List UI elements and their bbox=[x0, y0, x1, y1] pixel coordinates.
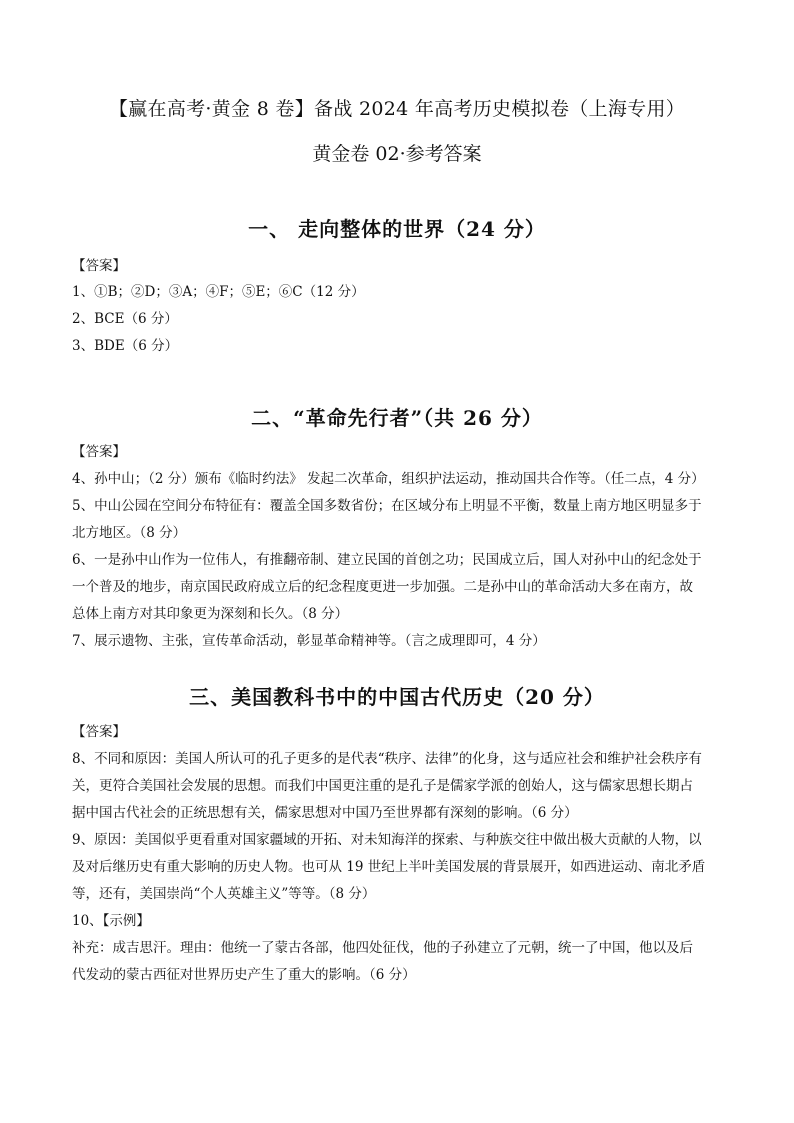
answer-line: 5、中山公园在空间分布特征有：覆盖全国多数省份；在区域分布上明显不平衡，数量上南方地区明显多于 bbox=[72, 498, 702, 514]
answer-line: 等，还有，美国崇尚“个人英雄主义”等等。（8 分） bbox=[72, 886, 376, 902]
answer-label-2: 【答案】 bbox=[72, 444, 126, 460]
answer-line: 总体上南方对其印象更为深刻和长久。（8 分） bbox=[72, 606, 349, 622]
answer-line: 3、BDE（6 分） bbox=[72, 338, 179, 354]
answer-line: 8、不同和原因：美国人所认可的孔子更多的是代表“秩序、法律”的化身，这与适应社会和维护社会秩序有 bbox=[72, 751, 702, 767]
answer-line: 北方地区。（8 分） bbox=[72, 525, 187, 541]
answer-line: 关，更符合美国社会发展的思想。而我们中国更注重的是孔子是儒家学派的创始人，这与儒家思想长期占 bbox=[72, 778, 693, 794]
section-heading-2: 二、“革命先行者”（共 26 分） bbox=[251, 406, 543, 430]
answer-line: 一个普及的地步，南京国民政府成立后的纪念程度更进一步加强。二是孙中山的革命活动大多在南方，故 bbox=[72, 579, 693, 595]
document-title: 【赢在高考·黄金 8 卷】备战 2024 年高考历史模拟卷（上海专用） bbox=[108, 98, 686, 120]
answer-line: 10、【示例】 bbox=[72, 913, 150, 929]
answer-line: 及对后继历史有重大影响的历史人物。也可从 19 世纪上半叶美国发展的背景展开，如西进运动、南北矛盾 bbox=[72, 859, 706, 875]
answer-line: 6、一是孙中山作为一位伟人，有推翻帝制、建立民国的首创之功；民国成立后，国人对孙中山的纪念处于 bbox=[72, 552, 702, 568]
document-subtitle: 黄金卷 02·参考答案 bbox=[312, 143, 482, 165]
answer-line: 7、展示遗物、主张，宣传革命活动，彰显革命精神等。（言之成理即可，4 分） bbox=[72, 633, 546, 649]
answer-line: 9、原因：美国似乎更看重对国家疆域的开拓、对未知海洋的探索、与种族交往中做出极大贡献的人物，以 bbox=[72, 832, 702, 848]
answer-line: 1、①B；②D；③A；④F；⑤E；⑥C（12 分） bbox=[72, 284, 365, 300]
answer-line: 2、BCE（6 分） bbox=[72, 311, 178, 327]
answer-line: 补充：成吉思汗。理由：他统一了蒙古各部，他四处征伐，他的子孙建立了元朝，统一了中国，他以及后 bbox=[72, 940, 693, 956]
answer-line: 据中国古代社会的正统思想有关，儒家思想对中国乃至世界都有深刻的影响。（6 分） bbox=[72, 805, 578, 821]
answer-line: 4、孙中山；（2 分）颁布《临时约法》 发起二次革命，组织护法运动，推动国共合作等。（任二点，4 分） bbox=[72, 471, 705, 487]
section-heading-1: 一、 走向整体的世界（24 分） bbox=[248, 217, 546, 241]
answer-label-1: 【答案】 bbox=[72, 258, 126, 274]
answer-label-3: 【答案】 bbox=[72, 724, 126, 740]
section-heading-3: 三、美国教科书中的中国古代历史（20 分） bbox=[189, 685, 605, 709]
answer-line: 代发动的蒙古西征对世界历史产生了重大的影响。（6 分） bbox=[72, 967, 416, 983]
